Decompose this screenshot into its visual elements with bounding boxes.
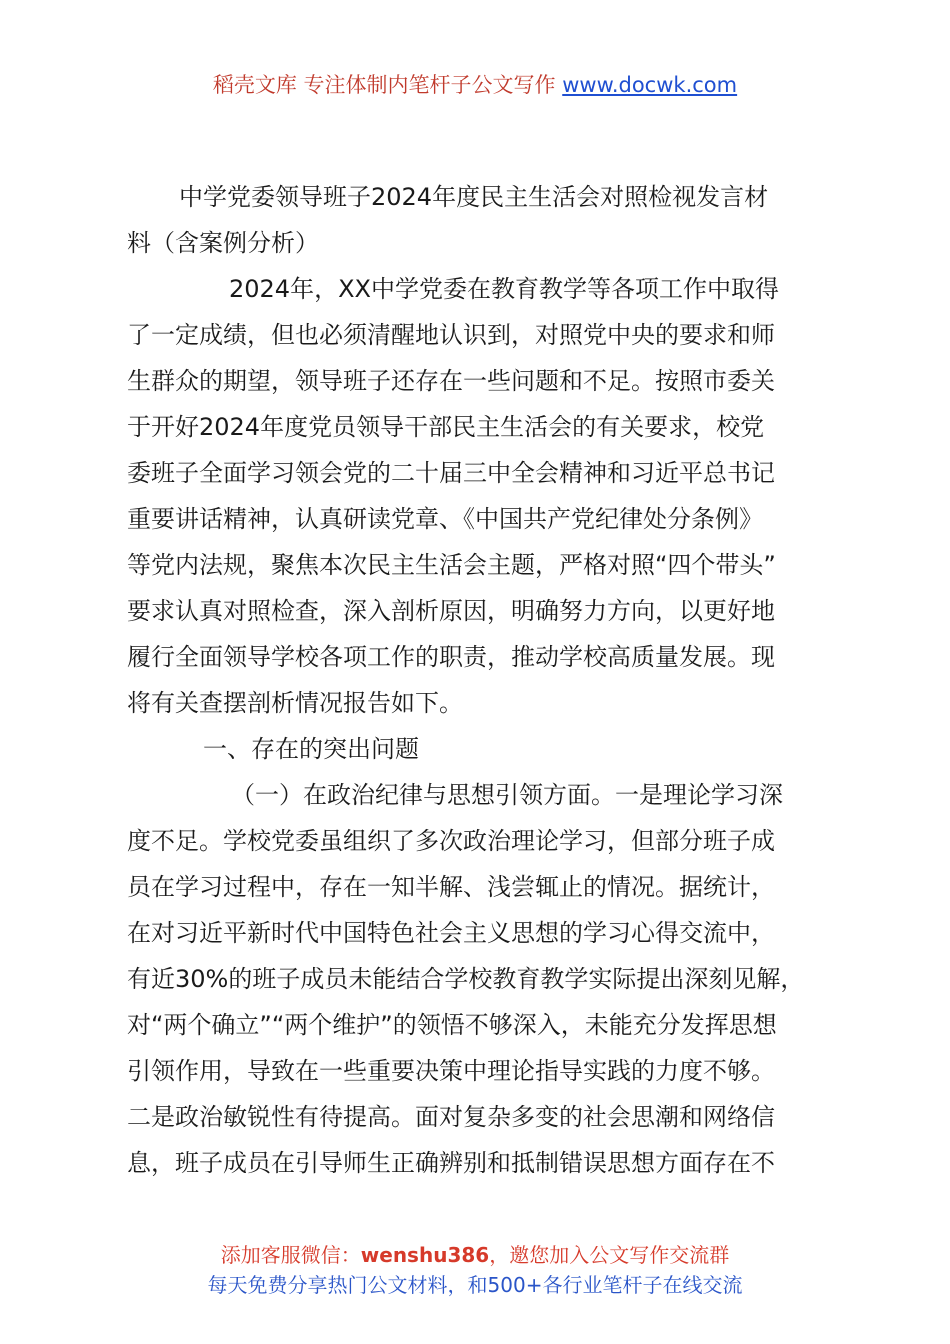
paragraph-line: 在对习近平新时代中国特色社会主义思想的学习心得交流中， xyxy=(127,919,775,947)
paragraph-line: 引领作用，导致在一些重要决策中理论指导实践的力度不够。 xyxy=(127,1057,775,1085)
paragraph-line: 等党内法规，聚焦本次民主生活会主题，严格对照“四个带头” xyxy=(127,551,776,579)
paragraph-line: 2024年，XX中学党委在教育教学等各项工作中取得 xyxy=(229,275,779,303)
paragraph-line: 有近30%的班子成员未能结合学校教育教学实际提出深刻见解， xyxy=(127,965,805,993)
paragraph-line: 息，班子成员在引导师生正确辨别和抵制错误思想方面存在不 xyxy=(127,1149,775,1177)
paragraph-line: 了一定成绩，但也必须清醒地认识到，对照党中央的要求和师 xyxy=(127,321,775,349)
footer-line-1 xyxy=(0,1240,950,1270)
footer-prefix: 添加客服微信： xyxy=(220,1243,361,1267)
paragraph-line: （一）在政治纪律与思想引领方面。一是理论学习深 xyxy=(231,781,783,809)
watermark-footer xyxy=(0,1240,950,1300)
document-body xyxy=(127,174,851,1186)
watermark-header xyxy=(0,70,950,100)
paragraph-line: 将有关查摆剖析情况报告如下。 xyxy=(127,689,463,717)
paragraph-line: 重要讲话精神，认真研读党章、《中国共产党纪律处分条例》 xyxy=(127,505,763,533)
footer-wechat-id: wenshu386 xyxy=(360,1243,490,1267)
header-brand: 稻壳文库 专注体制内笔杆子公文写作 xyxy=(212,73,563,97)
paragraph-line: 委班子全面学习领会党的二十届三中全会精神和习近平总书记 xyxy=(127,459,775,487)
header-link[interactable]: www.docwk.com xyxy=(562,73,738,97)
paragraph-line: 于开好2024年度党员领导干部民主生活会的有关要求，校党 xyxy=(127,413,765,441)
footer-suffix: ，邀您加入公文写作交流群 xyxy=(489,1243,730,1267)
paragraph-line: 要求认真对照检查，深入剖析原因，明确努力方向，以更好地 xyxy=(127,597,775,625)
document-title-line-1: 中学党委领导班子2024年度民主生活会对照检视发言材 xyxy=(179,183,769,211)
paragraph-line: 对“两个确立”“两个维护”的领悟不够深入，未能充分发挥思想 xyxy=(127,1011,777,1039)
paragraph-line: 二是政治敏锐性有待提高。面对复杂多变的社会思潮和网络信 xyxy=(127,1103,775,1131)
footer-line-2: 每天免费分享热门公文材料，和500+各行业笔杆子在线交流 xyxy=(207,1273,743,1297)
paragraph-line: 员在学习过程中，存在一知半解、浅尝辄止的情况。据统计， xyxy=(127,873,775,901)
section-heading: 一、存在的突出问题 xyxy=(203,735,419,763)
paragraph-line: 生群众的期望，领导班子还存在一些问题和不足。按照市委关 xyxy=(127,367,775,395)
paragraph-line: 履行全面领导学校各项工作的职责，推动学校高质量发展。现 xyxy=(127,643,775,671)
paragraph-line: 度不足。学校党委虽组织了多次政治理论学习，但部分班子成 xyxy=(127,827,775,855)
document-title-line-2: 料（含案例分析） xyxy=(127,229,319,257)
